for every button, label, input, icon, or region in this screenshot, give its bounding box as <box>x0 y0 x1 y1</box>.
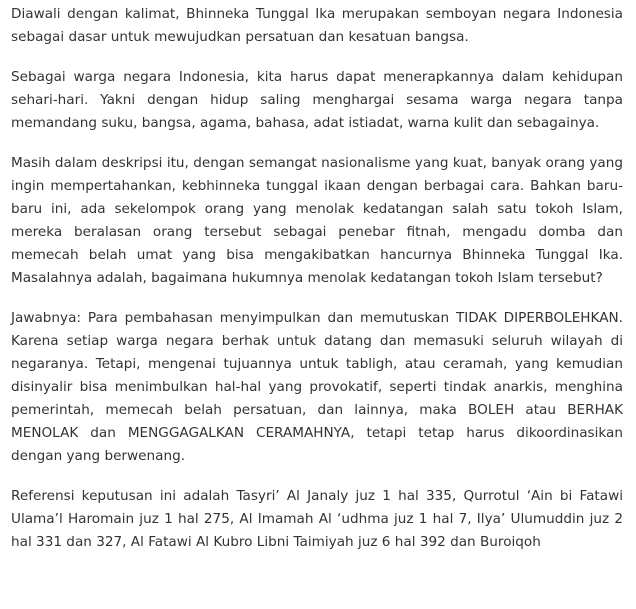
paragraph-answer: Jawabnya: Para pembahasan menyimpulkan dan memutuskan TIDAK DIPERBOLEHKAN. Karena setiap warga negara berhak untuk datang dan memasuki seluruh wilayah di negaranya. Tetapi, mengenai tujuannya untuk tabligh, atau ceramah, yang kemudian disinyalir bisa menimbulkan hal-hal yang provokatif, seperti tindak anarkis, menghina pemerintah, memecah belah persatuan, dan lainnya, maka BOLEH atau BERHAK MENOLAK dan MENGGAGALKAN CERAMAHNYA, tetapi tetap harus dikoordinasikan dengan yang berwenang. <box>11 310 623 464</box>
paragraph-intro: Diawali dengan kalimat, Bhinneka Tunggal Ika merupakan semboyan negara Indonesia sebagai dasar untuk mewujudkan persatuan dan kesatuan bangsa. <box>11 6 623 45</box>
article-body <box>11 0 623 571</box>
paragraph-citizens: Sebagai warga negara Indonesia, kita harus dapat menerapkannya dalam kehidupan sehari-hari. Yakni dengan hidup saling menghargai sesama warga negara tanpa memandang suku, bangsa, agama, bahasa, adat istiadat, warna kulit dan sebagainya. <box>11 69 623 131</box>
paragraph-references: Referensi keputusan ini adalah Tasyri’ Al Janaly juz 1 hal 335, Qurrotul ‘Ain bi Fatawi Ulama’l Haromain juz 1 hal 275, Al Imamah Al ‘udhma juz 1 hal 7, Ilya’ Ulumuddin juz 2 hal 331 dan 327, Al Fatawi Al Kubro Libni Taimiyah juz 6 hal 392 dan Buroiqoh <box>11 488 623 550</box>
paragraph-question: Masih dalam deskripsi itu, dengan semangat nasionalisme yang kuat, banyak orang yang ingin mempertahankan, kebhinneka tunggal ikaan dengan berbagai cara. Bahkan baru-baru ini, ada sekelompok orang yang menolak kedatangan salah satu tokoh Islam, mereka beralasan orang tersebut sebagai penebar fitnah, mengadu domba dan memecah belah umat yang bisa mengakibatkan hancurnya Bhinneka Tunggal Ika. Masalahnya adalah, bagaimana hukumnya menolak kedatangan tokoh Islam tersebut? <box>11 155 623 286</box>
